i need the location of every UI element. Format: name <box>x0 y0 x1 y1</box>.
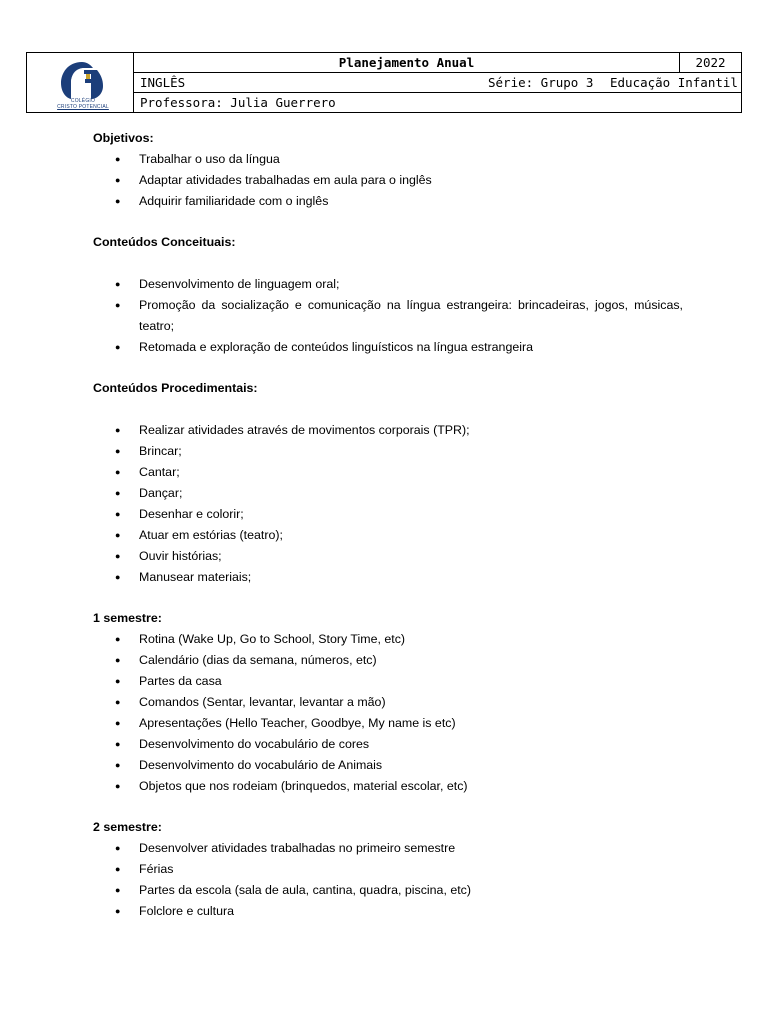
logo-text-line2: CRISTO POTENCIAL <box>57 104 109 110</box>
education-level: Educação Infantil <box>610 75 738 90</box>
list-item: ● Objetos que nos rodeiam (brinquedos, material escolar, etc) <box>93 776 683 797</box>
list-item: ● Desenvolvimento do vocabulário de Animais <box>93 755 683 776</box>
section-title-procedimentais: Conteúdos Procedimentais: <box>93 381 258 395</box>
list-item: ● Comandos (Sentar, levantar, levantar a mão) <box>93 692 683 713</box>
list-item: ● Desenvolver atividades trabalhadas no primeiro semestre <box>93 838 683 859</box>
header-row-teacher <box>134 93 741 112</box>
list-item: ● Apresentações (Hello Teacher, Goodbye, My name is etc) <box>93 713 683 734</box>
list-conceituais <box>93 274 683 358</box>
header-table <box>26 52 742 113</box>
section-title-objetivos: Objetivos: <box>93 131 154 145</box>
list-item: ● Trabalhar o uso da língua <box>93 149 683 170</box>
header-row-subject <box>134 73 741 93</box>
list-item: ● Dançar; <box>93 483 683 504</box>
header-row-title <box>134 53 741 73</box>
document-body <box>93 128 683 922</box>
list-item: ● Partes da casa <box>93 671 683 692</box>
serie: Série: Grupo 3 <box>488 75 594 90</box>
list-item: ● Adaptar atividades trabalhadas em aula para o inglês <box>93 170 683 191</box>
year-cell: 2022 <box>679 53 741 72</box>
list-item: ● Calendário (dias da semana, números, etc) <box>93 650 683 671</box>
list-item: ● Cantar; <box>93 462 683 483</box>
list-item: ● Realizar atividades através de movimentos corporais (TPR); <box>93 420 683 441</box>
list-item: ● Desenvolvimento do vocabulário de cores <box>93 734 683 755</box>
list-item: ● Brincar; <box>93 441 683 462</box>
list-item: ● Rotina (Wake Up, Go to School, Story Time, etc) <box>93 629 683 650</box>
section-title-conceituais: Conteúdos Conceituais: <box>93 235 236 249</box>
list-item: ● Retomada e exploração de conteúdos linguísticos na língua estrangeira <box>93 337 683 358</box>
list-item: ● Ouvir histórias; <box>93 546 683 567</box>
section-title-semestre1: 1 semestre: <box>93 611 162 625</box>
list-item: ● Manusear materiais; <box>93 567 683 588</box>
list-item: ● Folclore e cultura <box>93 901 683 922</box>
list-item: ● Férias <box>93 859 683 880</box>
list-item: ● Desenhar e colorir; <box>93 504 683 525</box>
list-item: ● Promoção da socialização e comunicação na língua estrangeira: brincadeiras, jogos, músicas, teatro; <box>93 295 683 337</box>
section-title-semestre2: 2 semestre: <box>93 820 162 834</box>
teacher: Professora: Julia Guerrero <box>140 95 336 110</box>
list-item: ● Partes da escola (sala de aula, cantina, quadra, piscina, etc) <box>93 880 683 901</box>
list-item: ● Atuar em estórias (teatro); <box>93 525 683 546</box>
logo-cell <box>27 53 134 112</box>
list-objetivos <box>93 149 683 212</box>
logo-text-line1: COLÉGIO <box>70 98 96 104</box>
logo-text <box>55 98 111 110</box>
list-semestre1 <box>93 629 683 797</box>
document-title: Planejamento Anual <box>338 55 475 70</box>
list-procedimentais <box>93 420 683 588</box>
list-item: ● Desenvolvimento de linguagem oral; <box>93 274 683 295</box>
subject: INGLÊS <box>140 75 186 90</box>
list-semestre2 <box>93 838 683 922</box>
list-item: ● Adquirir familiaridade com o inglês <box>93 191 683 212</box>
